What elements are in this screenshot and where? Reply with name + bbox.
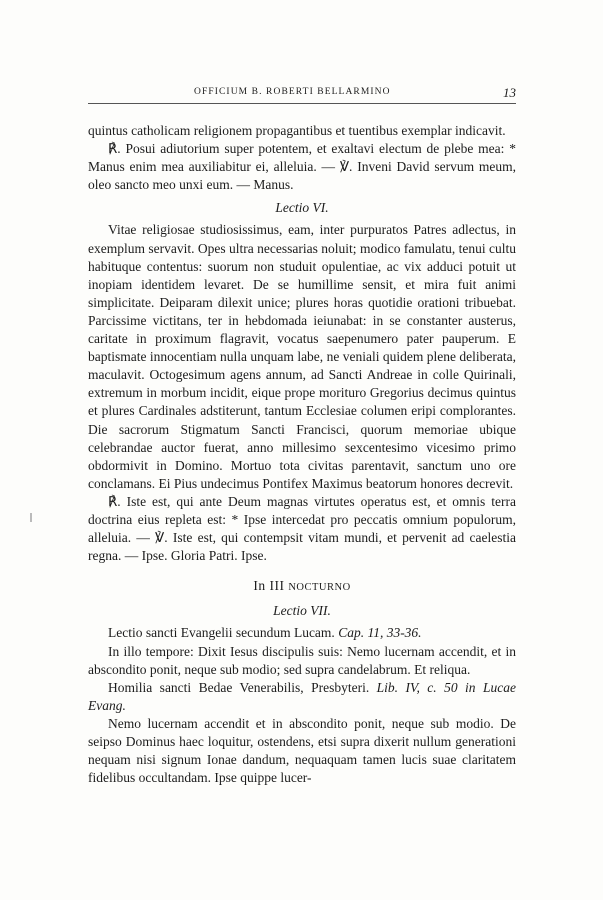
nocturn-heading xyxy=(88,577,516,597)
margin-mark xyxy=(30,513,32,522)
homily-intro xyxy=(88,679,516,715)
gospel-reference: Cap. 11, 33-36. xyxy=(338,625,422,641)
gospel-intro-text: Lectio sancti Evangelii secundum Lucam. xyxy=(108,625,339,641)
page-number: 13 xyxy=(503,85,516,100)
homily-intro-text: Homilia sancti Bedae Venerabilis, Presbyteri. xyxy=(108,679,377,695)
lectio-vi-text: Vitae religiosae studiosissimus, eam, inter purpuratos Patres adlectus, in exemplum servavit. Opes ultra necessarias noluit; modico famulatu, tenui cultu habituque contentus: suorum non studuit opulentiae, ac vix adduci potuit ut inopiam identidem levaret. De se humillime sensit, et mira fuit animi simplicitate. Deiparam dilexit unice; plures horas quotidie orationi tribuebat. Parcissime victitans, ter in hebdomada ieiunabat: in se constanter austerus, caritate in proximum flagravit, vocatus saepenumero pater pauperum. E baptismate innocentiam nulla unquam labe, ne veniali quidem plene deliberata, maculavit. Octogesimum agens annum, ad Sancti Andreae in colle Quirinali, extremum in morbum incidit, eique prope morituro Gregorius decimus quintus et plures Cardinales adstiterunt, tantum Ecclesiae columen eripi complorantes. Die sacrorum Stigmatum Sancti Francisci, quorum memoriae ubique celebrandae auctor fuerat, anno millesimo sexcentesimo vicesimo primo obdormivit in Domino. Mortuo tota civitas parentavit, sanctum uno ore conclamans. Ei Pius undecimus Pontifex Maximus beatorum honores decrevit. xyxy=(88,222,516,491)
running-head xyxy=(88,87,516,104)
running-title: OFFICIUM B. ROBERTI BELLARMINO xyxy=(194,87,391,97)
responsory-2: ℟. Iste est, qui ante Deum magnas virtutes operatus est, et omnis terra doctrina eius repleta est: * Ipse intercedat pro peccatis omnium populorum, alleluia. — ℣. Iste est, qui contempsit vitam mundi, et pervenit ad caelestia regna. — Ipse. Gloria Patri. Ipse. xyxy=(88,493,516,564)
homily-text: Nemo lucernam accendit et in abscondito ponit, neque sub modio. De seipso Dominus haec loquitur, ostendens, etsi supra dixerit nullum generationi nequam nisi signum Ionae dandum, nequaquam tamen lucis suae claritatem fidelibus occultandam. Ipse quippe lucer- xyxy=(88,715,516,786)
gospel-intro xyxy=(88,624,516,642)
nocturn-word: NOCTURNO xyxy=(288,582,351,594)
nocturn-in: In xyxy=(253,578,266,594)
lectio-vii-heading: Lectio VII. xyxy=(273,603,331,619)
gospel-text: In illo tempore: Dixit Iesus discipulis suis: Nemo lucernam accendit, et in abscondito ponit, neque sub modio; sed supra candelabrum. Et reliqua. xyxy=(88,643,516,677)
lectio-vi-heading: Lectio VI. xyxy=(275,200,329,216)
paragraph-continuation: quintus catholicam religionem propagantibus et tuentibus exemplar indicavit. xyxy=(88,123,506,138)
page-body xyxy=(88,122,516,787)
responsory-1: ℟. Posui adiutorium super potentem, et exaltavi electum de plebe mea: * Manus enim mea auxiliabitur ei, alleluia. — ℣. Inveni David servum meum, oleo sancto meo unxi eum. — Manus. xyxy=(88,141,516,193)
homily-reference: Lib. IV, c. 50 in Lucae Evang. xyxy=(88,679,516,713)
nocturn-number: III xyxy=(269,578,285,594)
